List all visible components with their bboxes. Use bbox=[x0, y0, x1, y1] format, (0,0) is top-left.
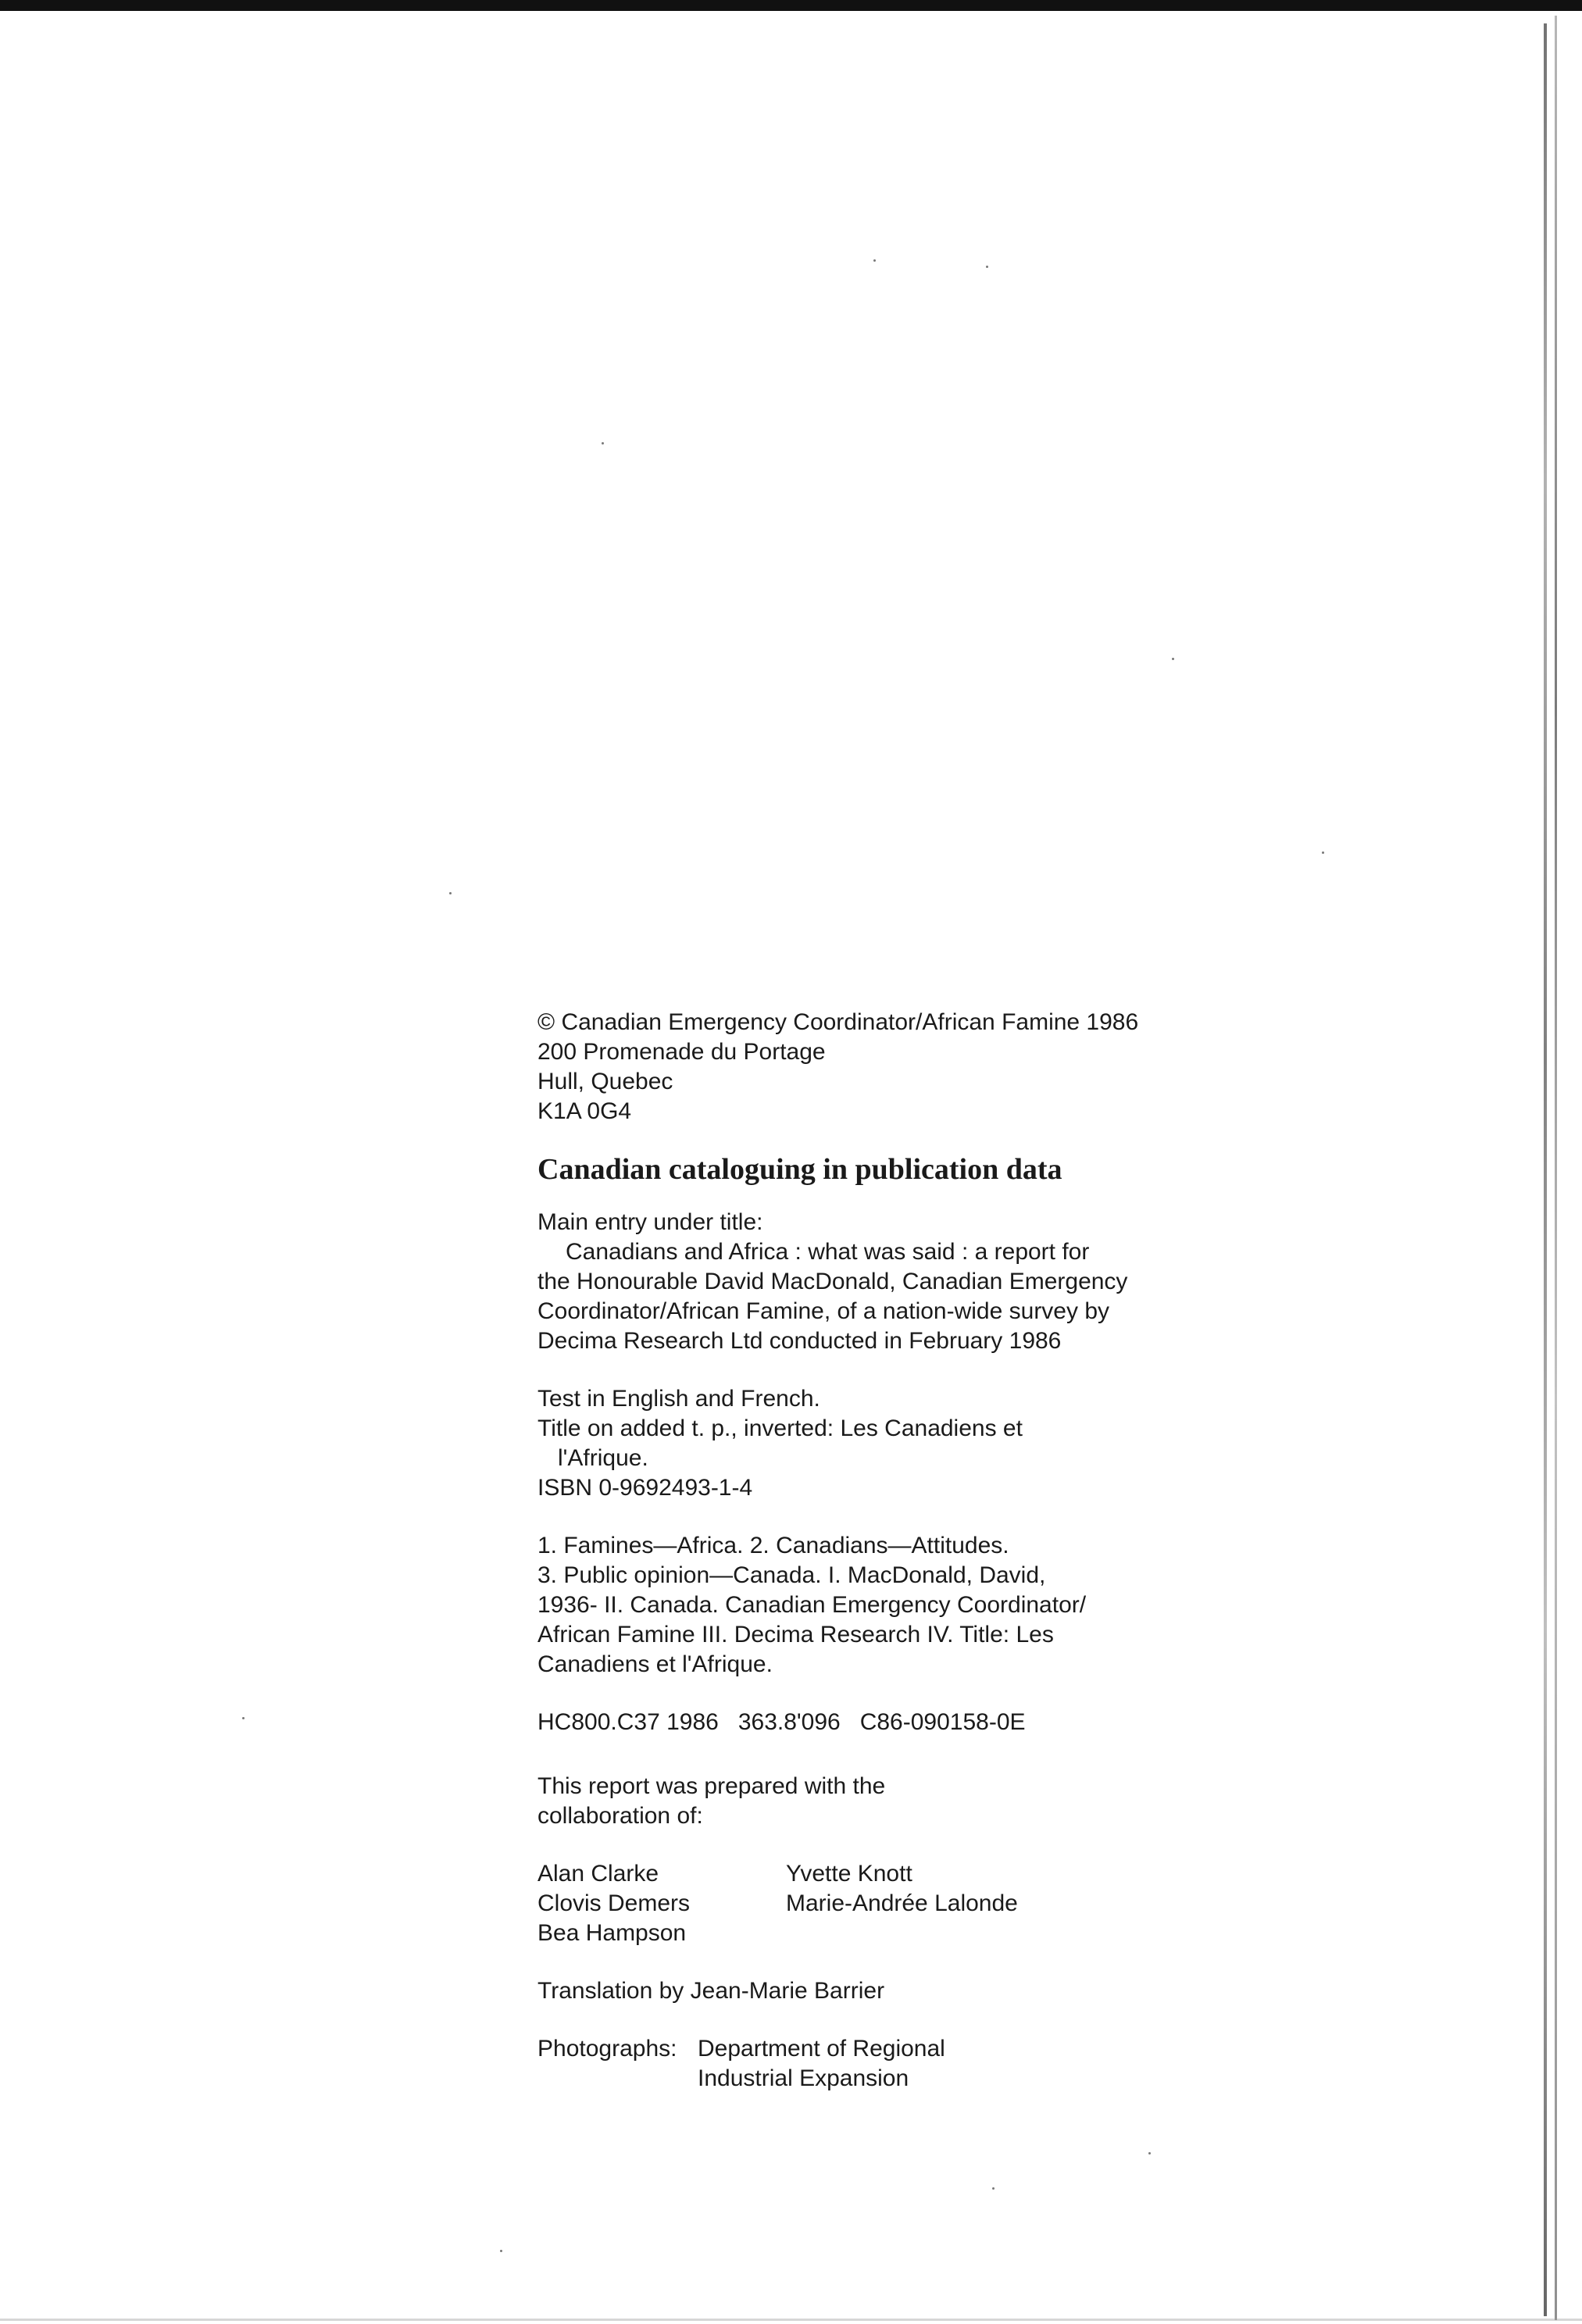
scan-speck bbox=[1148, 2152, 1151, 2154]
scan-speck bbox=[873, 259, 876, 262]
collaborator-name: Bea Hampson bbox=[537, 1920, 687, 1946]
scan-binding-edge-outer bbox=[1555, 16, 1557, 2320]
main-entry-line: Canadians and Africa : what was said : a report for bbox=[566, 1239, 1090, 1265]
collaborator-name: Clovis Demers bbox=[537, 1890, 691, 1916]
collaborator-name: Yvette Knott bbox=[786, 1861, 912, 1887]
subjects-block bbox=[537, 1531, 1241, 1680]
scan-binding-edge bbox=[1544, 23, 1547, 2316]
catalog-page bbox=[537, 1008, 1241, 2094]
translation-line: Translation by Jean-Marie Barrier bbox=[537, 1978, 885, 2004]
scan-speck bbox=[1172, 658, 1174, 660]
page-top-border bbox=[0, 0, 1582, 11]
address-line: 200 Promenade du Portage bbox=[537, 1039, 826, 1065]
title-note-continued: l'Afrique. bbox=[558, 1445, 648, 1471]
isbn: ISBN 0-9692493-1-4 bbox=[537, 1475, 753, 1501]
cip-heading: Canadian cataloguing in publication data bbox=[537, 1153, 1062, 1186]
photographs-source-line: Industrial Expansion bbox=[698, 2065, 909, 2091]
address-line: Hull, Quebec bbox=[537, 1069, 673, 1094]
scan-speck bbox=[449, 892, 452, 894]
copyright-line: © Canadian Emergency Coordinator/African Famine 1986 bbox=[537, 1009, 1139, 1035]
photographs-label: Photographs: bbox=[537, 2036, 677, 2062]
main-entry-block bbox=[537, 1208, 1241, 1356]
collaborators-right-column bbox=[786, 1859, 1018, 1948]
scan-speck bbox=[992, 2187, 995, 2190]
collaborators-left-column bbox=[537, 1859, 786, 1948]
main-entry-line: the Honourable David MacDonald, Canadian Emergency bbox=[537, 1269, 1128, 1294]
collaboration-intro bbox=[537, 1772, 1241, 1831]
scan-speck bbox=[242, 1717, 245, 1719]
subject-line: Canadiens et l'Afrique. bbox=[537, 1651, 773, 1677]
collaborator-names bbox=[537, 1859, 1241, 1948]
notes-block bbox=[537, 1384, 1241, 1503]
photographs-source bbox=[698, 2034, 945, 2094]
subject-line: 3. Public opinion—Canada. I. MacDonald, David, bbox=[537, 1562, 1046, 1588]
scan-speck bbox=[500, 2250, 502, 2252]
translation-credit bbox=[537, 1976, 1241, 2006]
title-note: Title on added t. p., inverted: Les Canadiens et bbox=[537, 1415, 1023, 1441]
page-bottom-border bbox=[0, 2319, 1582, 2321]
photographs-credit bbox=[537, 2034, 1241, 2094]
subject-line: African Famine III. Decima Research IV. Title: Les bbox=[537, 1622, 1054, 1648]
photographs-source-line: Department of Regional bbox=[698, 2036, 945, 2062]
scan-speck bbox=[986, 266, 988, 268]
subject-line: 1936- II. Canada. Canadian Emergency Coordinator/ bbox=[537, 1592, 1087, 1618]
copyright-block bbox=[537, 1008, 1241, 1126]
main-entry-line: Decima Research Ltd conducted in February 1986 bbox=[537, 1328, 1062, 1354]
collaborator-name: Marie-Andrée Lalonde bbox=[786, 1890, 1018, 1916]
collaboration-intro-line: collaboration of: bbox=[537, 1803, 703, 1829]
address-line: K1A 0G4 bbox=[537, 1098, 632, 1124]
subject-line: 1. Famines—Africa. 2. Canadians—Attitudes. bbox=[537, 1533, 1009, 1558]
text-note: Test in English and French. bbox=[537, 1386, 820, 1412]
main-entry-label: Main entry under title: bbox=[537, 1209, 763, 1235]
main-entry-line: Coordinator/African Famine, of a nation-wide survey by bbox=[537, 1298, 1110, 1324]
classification-numbers: HC800.C37 1986 363.8'096 C86-090158-0E bbox=[537, 1709, 1026, 1735]
collaboration-intro-line: This report was prepared with the bbox=[537, 1773, 886, 1799]
classification-block bbox=[537, 1708, 1241, 1737]
scan-speck bbox=[1322, 851, 1324, 854]
collaborator-name: Alan Clarke bbox=[537, 1861, 659, 1887]
scan-speck bbox=[602, 442, 604, 444]
